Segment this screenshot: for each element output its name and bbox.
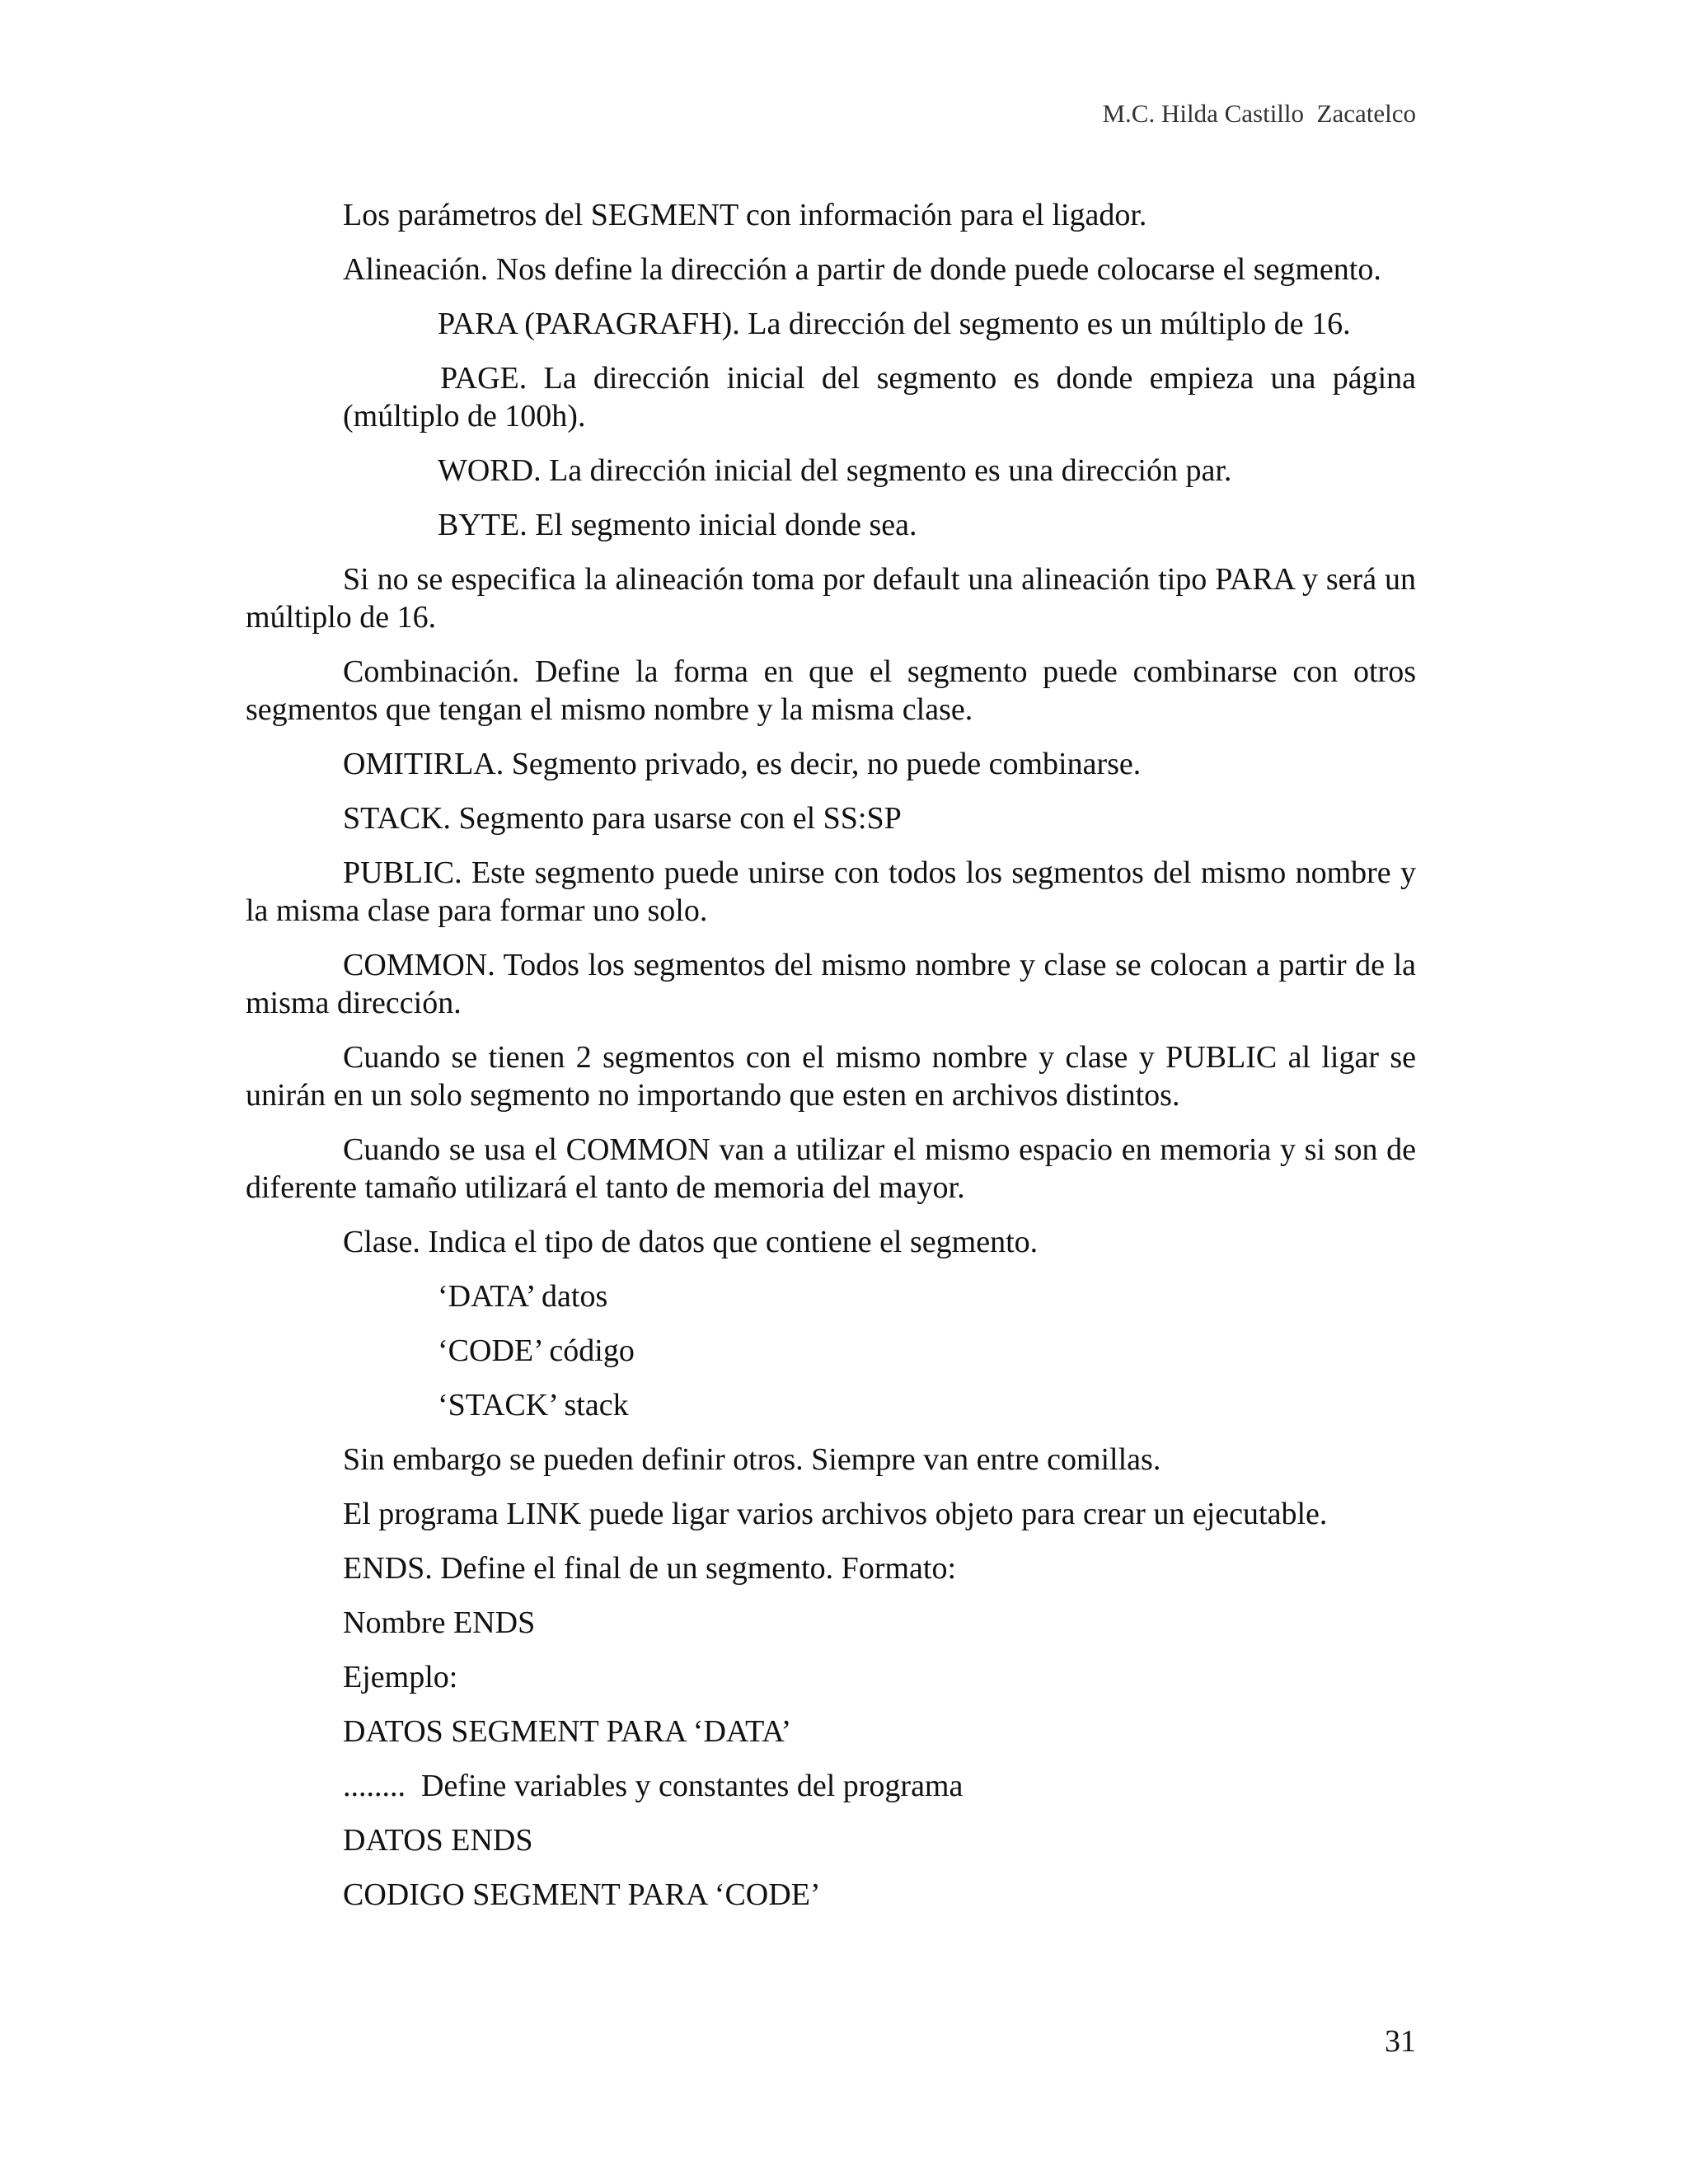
code-line: ........ Define variables y constantes del programa bbox=[343, 1769, 964, 1803]
paragraph: STACK. Segmento para usarse con el SS:SP bbox=[343, 801, 902, 836]
paragraph: OMITIRLA. Segmento privado, es decir, no puede combinarse. bbox=[343, 747, 1142, 781]
paragraph: Cuando se tienen 2 segmentos con el mismo nombre y clase y PUBLIC al ligar se unirán en un solo segmento no importando que esten en archivos distintos. bbox=[246, 1040, 1424, 1113]
page-number: 31 bbox=[1385, 2024, 1416, 2059]
paragraph: ENDS. Define el final de un segmento. Formato: bbox=[343, 1551, 957, 1586]
paragraph: Los parámetros del SEGMENT con información para el ligador. bbox=[343, 198, 1147, 232]
class-list-item: ‘CODE’ código bbox=[438, 1333, 635, 1368]
paragraph: Si no se especifica la alineación toma por default una alineación tipo PARA y será un múltiplo de 16. bbox=[246, 562, 1424, 635]
paragraph: Alineación. Nos define la dirección a partir de donde puede colocarse el segmento. bbox=[343, 252, 1381, 287]
paragraph: Combinación. Define la forma en que el segmento puede combinarse con otros segmentos que tengan el mismo nombre y la misma clase. bbox=[246, 654, 1424, 727]
paragraph: Clase. Indica el tipo de datos que contiene el segmento. bbox=[343, 1225, 1039, 1259]
class-list-item: ‘STACK’ stack bbox=[438, 1388, 629, 1422]
paragraph: Ejemplo: bbox=[343, 1660, 458, 1694]
paragraph: El programa LINK puede ligar varios archivos objeto para crear un ejecutable. bbox=[343, 1497, 1328, 1531]
paragraph: PARA (PARAGRAFH). La dirección del segmento es un múltiplo de 16. bbox=[438, 307, 1351, 341]
code-line: Nombre ENDS bbox=[343, 1605, 536, 1640]
page-body bbox=[246, 196, 1424, 1930]
class-list-item: ‘DATA’ datos bbox=[438, 1279, 608, 1314]
paragraph: Sin embargo se pueden definir otros. Siempre van entre comillas. bbox=[343, 1442, 1161, 1477]
running-header: M.C. Hilda Castillo Zacatelco bbox=[1102, 99, 1416, 128]
paragraph: COMMON. Todos los segmentos del mismo nombre y clase se colocan a partir de la misma dirección. bbox=[246, 948, 1424, 1020]
code-line: DATOS SEGMENT PARA ‘DATA’ bbox=[343, 1714, 792, 1749]
code-line: DATOS ENDS bbox=[343, 1823, 533, 1858]
paragraph: Cuando se usa el COMMON van a utilizar el mismo espacio en memoria y si son de diferente tamaño utilizará el tanto de memoria del mayor. bbox=[246, 1132, 1424, 1205]
paragraph: WORD. La dirección inicial del segmento es una dirección par. bbox=[438, 453, 1232, 488]
code-line: CODIGO SEGMENT PARA ‘CODE’ bbox=[343, 1877, 821, 1912]
paragraph: PUBLIC. Este segmento puede unirse con todos los segmentos del mismo nombre y la misma clase para formar uno solo. bbox=[246, 855, 1424, 928]
paragraph: PAGE. La dirección inicial del segmento es donde empieza una página (múltiplo de 100h). bbox=[343, 361, 1424, 434]
paragraph: BYTE. El segmento inicial donde sea. bbox=[438, 508, 917, 542]
